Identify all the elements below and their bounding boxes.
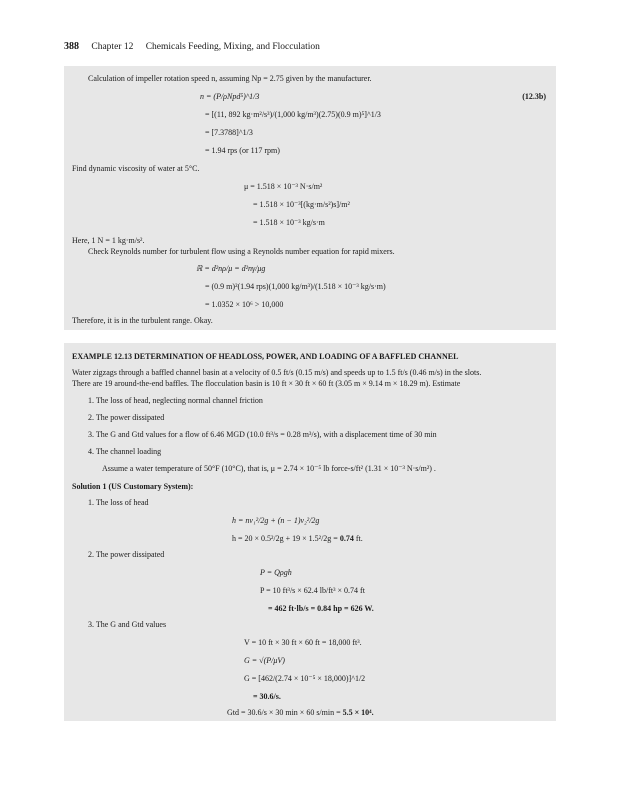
example-12-13-box: [64, 343, 556, 721]
power-result: = 462 ft·lb/s = 0.84 hp = 626 W.: [268, 604, 374, 613]
conclusion-text: Therefore, it is in the turbulent range. Okay.: [72, 316, 213, 325]
newton-definition: Here, 1 N = 1 kg·m/s².: [72, 236, 145, 245]
step-2-label: 2. The power dissipated: [88, 550, 165, 559]
reynolds-step-1: = (0.9 m)²(1.94 rps)(1,000 kg/m³)/(1.518 × 10⁻³ kg/s·m): [205, 282, 386, 291]
reynolds-equation: ℝ = d²nρ/μ = d²nγ/μg: [196, 264, 266, 273]
page-header: [64, 41, 320, 52]
mu-equation-2: = 1.518 × 10⁻³[(kg·m/s²)s]/m²: [253, 200, 350, 209]
reynolds-check-text: Check Reynolds number for turbulent flow using a Reynolds number equation for rapid mixers.: [88, 247, 395, 256]
headloss-result: 0.74: [339, 534, 354, 543]
headloss-unit: ft.: [353, 534, 363, 543]
volume-equation: V = 10 ft × 30 ft × 60 ft = 18,000 ft³.: [244, 638, 362, 647]
gt-expression: Gtd = 30.6/s × 30 min × 60 s/min =: [227, 708, 343, 717]
headloss-expression: h = 20 × 0.5²/2g + 19 × 1.5²/2g =: [232, 534, 340, 543]
step-1-label: 1. The loss of head: [88, 498, 149, 507]
headloss-equation-2: [232, 534, 363, 544]
chapter-title: Chemicals Feeding, Mixing, and Flocculation: [145, 42, 320, 52]
chapter-label: Chapter 12: [91, 42, 134, 52]
example-title: EXAMPLE 12.13 DETERMINATION OF HEADLOSS, POWER, AND LOADING OF A BAFFLED CHANNEL: [72, 352, 459, 361]
gt-equation: [227, 708, 374, 718]
reynolds-step-2: = 1.0352 × 10⁶ > 10,000: [205, 300, 284, 309]
g-equation-1: G = √(P/μV): [244, 656, 285, 665]
g-equation-2: G = [462/(2.74 × 10⁻⁵ × 18,000)]^1/2: [244, 674, 366, 683]
problem-statement-2: There are 19 around-the-end baffles. The flocculation basin is 10 ft × 30 ft × 60 ft (3.05 m × 9.14 m × 18.29 m). Estimate: [72, 379, 461, 388]
headloss-equation-1: h = nv₁²/2g + (n − 1)v₂²/2g: [232, 516, 320, 525]
equation-number: (12.3b): [522, 92, 546, 101]
task-item-2: 2. The power dissipated: [88, 413, 165, 422]
assumption-text: Assume a water temperature of 50°F (10°C), that is, μ = 2.74 × 10⁻⁵ lb force-s/ft² (1.31 × 10⁻³ N·s/m²) .: [102, 464, 436, 473]
solution-heading: Solution 1 (US Customary System):: [72, 482, 194, 491]
mu-equation-1: μ = 1.518 × 10⁻³ N·s/m²: [244, 182, 323, 191]
solution-continuation-box: [64, 66, 556, 330]
mu-equation-3: = 1.518 × 10⁻³ kg/s·m: [253, 218, 325, 227]
n-step-3: = 1.94 rps (or 117 rpm): [205, 146, 280, 155]
n-step-2: = [7.3788]^1/3: [205, 128, 253, 137]
g-result: = 30.6/s.: [253, 692, 281, 701]
task-item-3: 3. The G and Gtd values for a flow of 6.46 MGD (10.0 ft³/s = 0.28 m³/s), with a displacement time of 30 min: [88, 430, 437, 439]
task-item-1: 1. The loss of head, neglecting normal channel friction: [88, 396, 263, 405]
page-number: 388: [64, 41, 79, 52]
problem-statement-1: Water zigzags through a baffled channel basin at a velocity of 0.5 ft/s (0.15 m/s) and speeds up to 1.5 ft/s (0.46 m/s) in the slots.: [72, 368, 482, 377]
n-step-1: = [(11, 892 kg·m²/s³)/(1,000 kg/m³)(2.75)(0.9 m)⁵]^1/3: [205, 110, 381, 119]
n-equation: n = (P/ρNpd⁵)^1/3: [200, 92, 260, 101]
power-equation-2: P = 10 ft³/s × 62.4 lb/ft³ × 0.74 ft: [260, 586, 365, 595]
viscosity-intro: Find dynamic viscosity of water at 5°C.: [72, 164, 200, 173]
gt-result: 5.5 × 10⁴.: [342, 708, 374, 717]
power-equation-1: P = Qρgh: [260, 568, 292, 577]
intro-text: Calculation of impeller rotation speed n, assuming Np = 2.75 given by the manufacturer.: [88, 74, 372, 83]
task-item-4: 4. The channel loading: [88, 447, 162, 456]
step-3-label: 3. The G and Gtd values: [88, 620, 167, 629]
